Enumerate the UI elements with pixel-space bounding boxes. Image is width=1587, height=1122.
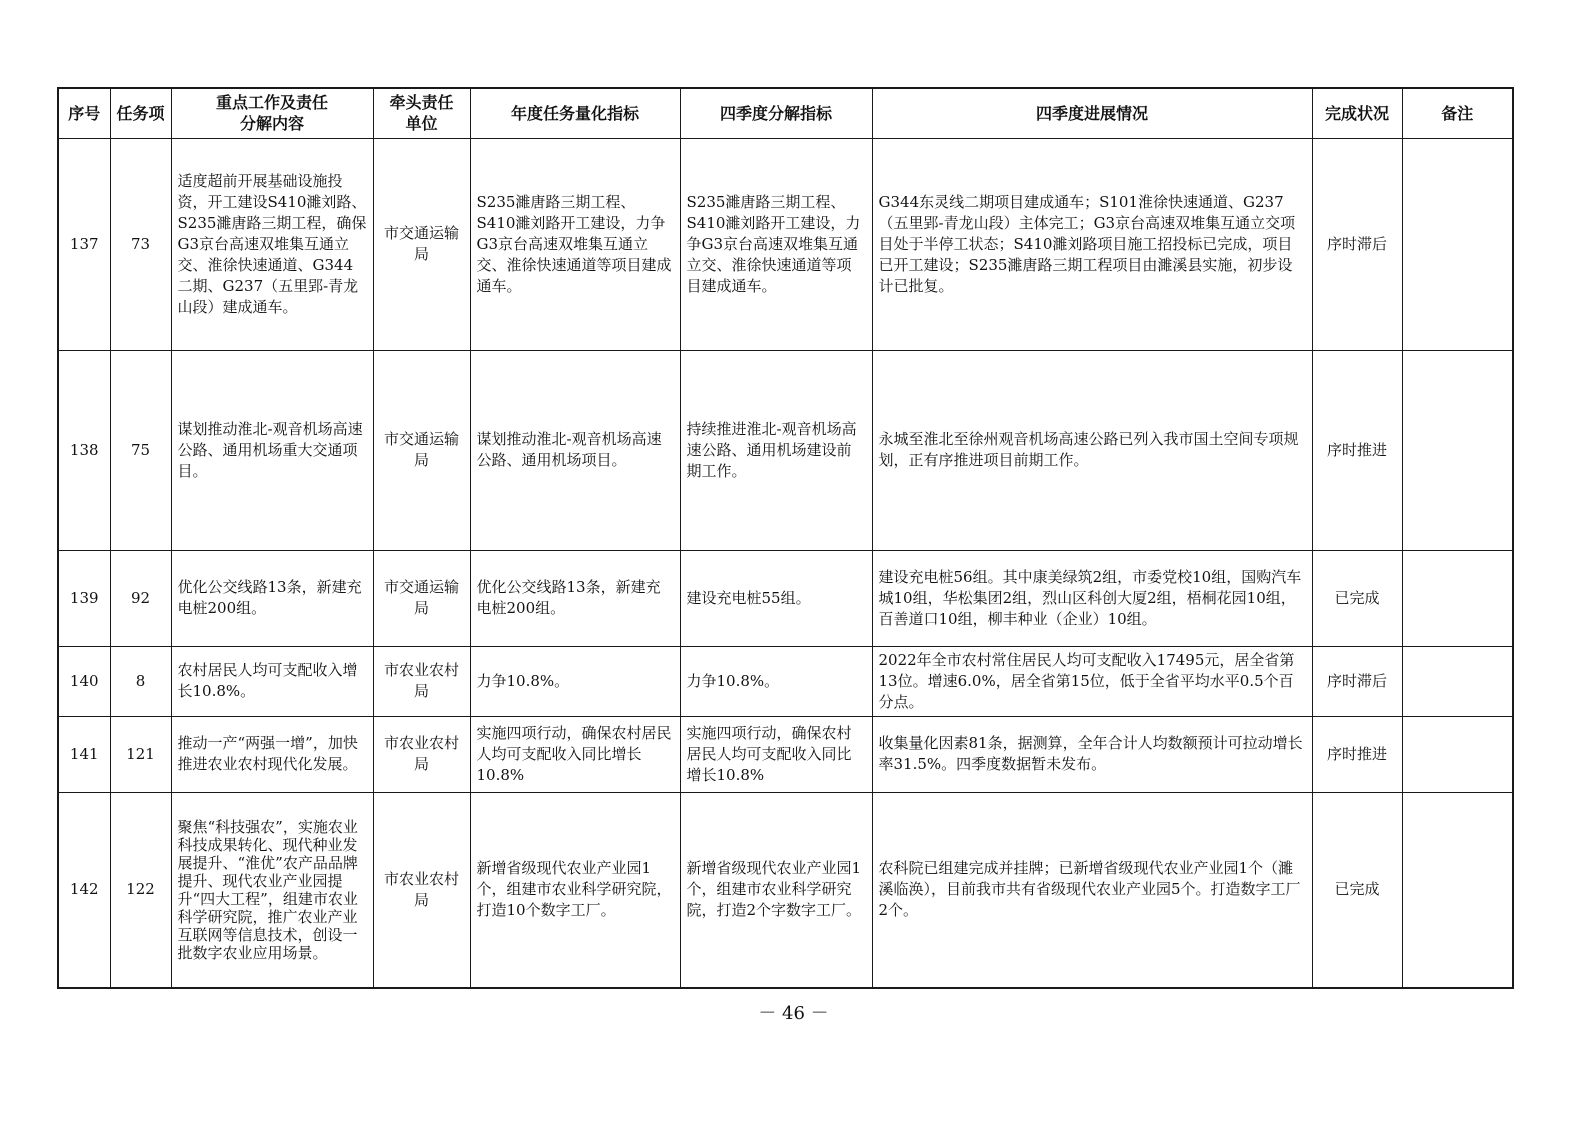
table-row	[58, 350, 1513, 550]
cell-progress: 农科院已组建完成并挂牌；已新增省级现代农业产业园1个（濉溪临涣），目前我市共有省级现代农业产业园5个。打造数字工厂2个。	[872, 792, 1312, 988]
task-progress-table	[57, 87, 1514, 989]
cell-task: 75	[110, 350, 171, 550]
header-content-line1: 重点工作及责任	[215, 93, 328, 113]
cell-progress: 永城至淮北至徐州观音机场高速公路已列入我市国土空间专项规划，正有序推进项目前期工作。	[872, 350, 1312, 550]
cell-seq: 140	[58, 646, 110, 716]
cell-remark	[1402, 792, 1513, 988]
cell-annual: 优化公交线路13条，新建充电桩200组。	[470, 550, 680, 646]
cell-q4: 持续推进淮北-观音机场高速公路、通用机场建设前期工作。	[680, 350, 872, 550]
cell-status: 序时滞后	[1312, 138, 1402, 350]
cell-seq: 137	[58, 138, 110, 350]
header-progress: 四季度进展情况	[872, 88, 1312, 138]
cell-dept: 市农业农村局	[373, 646, 470, 716]
header-row	[58, 88, 1513, 138]
cell-content: 优化公交线路13条，新建充电桩200组。	[171, 550, 373, 646]
page-number: － 46 －	[758, 1003, 829, 1024]
table-row	[58, 138, 1513, 350]
cell-content: 聚焦“科技强农”，实施农业科技成果转化、现代种业发展提升、“淮优”农产品品牌提升、现代农业产业园提升“四大工程”，组建市农业科学研究院，推广农业产业互联网等信息技术，创设一批数字农业应用场景。	[171, 792, 373, 988]
header-content-line2: 分解内容	[239, 114, 304, 134]
header-seq: 序号	[58, 88, 110, 138]
cell-annual: 实施四项行动，确保农村居民人均可支配收入同比增长10.8%	[470, 716, 680, 792]
table-row	[58, 716, 1513, 792]
cell-task: 92	[110, 550, 171, 646]
cell-dept: 市交通运输局	[373, 550, 470, 646]
cell-seq: 138	[58, 350, 110, 550]
cell-annual: S235濉唐路三期工程、S410濉刘路开工建设，力争G3京台高速双堆集互通立交、淮徐快速通道等项目建成通车。	[470, 138, 680, 350]
cell-status: 序时滞后	[1312, 646, 1402, 716]
cell-q4: S235濉唐路三期工程、S410濉刘路开工建设，力争G3京台高速双堆集互通立交、淮徐快速通道等项目建成通车。	[680, 138, 872, 350]
header-annual: 年度任务量化指标	[470, 88, 680, 138]
cell-status: 序时推进	[1312, 350, 1402, 550]
cell-q4: 实施四项行动，确保农村居民人均可支配收入同比增长10.8%	[680, 716, 872, 792]
header-dept-line2: 单位	[405, 114, 438, 134]
cell-content: 推动一产“两强一增”，加快推进农业农村现代化发展。	[171, 716, 373, 792]
cell-content: 谋划推动淮北-观音机场高速公路、通用机场重大交通项目。	[171, 350, 373, 550]
report-sheet	[57, 87, 1512, 989]
cell-progress: 收集量化因素81条，据测算，全年合计人均数额预计可拉动增长率31.5%。四季度数据暂未发布。	[872, 716, 1312, 792]
cell-remark	[1402, 646, 1513, 716]
cell-annual: 新增省级现代农业产业园1个，组建市农业科学研究院，打造10个数字工厂。	[470, 792, 680, 988]
cell-seq: 139	[58, 550, 110, 646]
table-row	[58, 550, 1513, 646]
cell-status: 已完成	[1312, 550, 1402, 646]
header-status: 完成状况	[1312, 88, 1402, 138]
header-task: 任务项	[110, 88, 171, 138]
cell-task: 122	[110, 792, 171, 988]
header-remark: 备注	[1402, 88, 1513, 138]
header-q4: 四季度分解指标	[680, 88, 872, 138]
cell-content: 适度超前开展基础设施投资，开工建设S410濉刘路、S235濉唐路三期工程，确保G3京台高速双堆集互通立交、淮徐快速通道、G344二期、G237（五里郢-青龙山段）建成通车。	[171, 138, 373, 350]
cell-task: 73	[110, 138, 171, 350]
cell-remark	[1402, 550, 1513, 646]
header-dept	[373, 88, 470, 138]
cell-status: 序时推进	[1312, 716, 1402, 792]
cell-remark	[1402, 716, 1513, 792]
cell-progress: 2022年全市农村常住居民人均可支配收入17495元，居全省第13位。增速6.0%，居全省第15位，低于全省平均水平0.5个百分点。	[872, 646, 1312, 716]
cell-dept: 市农业农村局	[373, 716, 470, 792]
header-content	[171, 88, 373, 138]
cell-content: 农村居民人均可支配收入增长10.8%。	[171, 646, 373, 716]
cell-q4: 力争10.8%。	[680, 646, 872, 716]
table-row	[58, 792, 1513, 988]
header-dept-line1: 牵头责任	[389, 93, 454, 113]
cell-remark	[1402, 350, 1513, 550]
cell-dept: 市交通运输局	[373, 138, 470, 350]
cell-seq: 142	[58, 792, 110, 988]
table-row	[58, 646, 1513, 716]
cell-annual: 谋划推动淮北-观音机场高速公路、通用机场项目。	[470, 350, 680, 550]
cell-progress: 建设充电桩56组。其中康美绿筑2组，市委党校10组，国购汽车城10组，华松集团2组，烈山区科创大厦2组，梧桐花园10组，百善道口10组，柳丰种业（企业）10组。	[872, 550, 1312, 646]
cell-task: 8	[110, 646, 171, 716]
cell-dept: 市农业农村局	[373, 792, 470, 988]
cell-annual: 力争10.8%。	[470, 646, 680, 716]
cell-q4: 建设充电桩55组。	[680, 550, 872, 646]
cell-q4: 新增省级现代农业产业园1个，组建市农业科学研究院，打造2个字数字工厂。	[680, 792, 872, 988]
cell-dept: 市交通运输局	[373, 350, 470, 550]
cell-seq: 141	[58, 716, 110, 792]
cell-task: 121	[110, 716, 171, 792]
cell-progress: G344东灵线二期项目建成通车；S101淮徐快速通道、G237（五里郢-青龙山段）主体完工；G3京台高速双堆集互通立交项目处于半停工状态；S410濉刘路项目施工招投标已完成，项目已开工建设；S235濉唐路三期工程项目由濉溪县实施，初步设计已批复。	[872, 138, 1312, 350]
cell-remark	[1402, 138, 1513, 350]
cell-status: 已完成	[1312, 792, 1402, 988]
